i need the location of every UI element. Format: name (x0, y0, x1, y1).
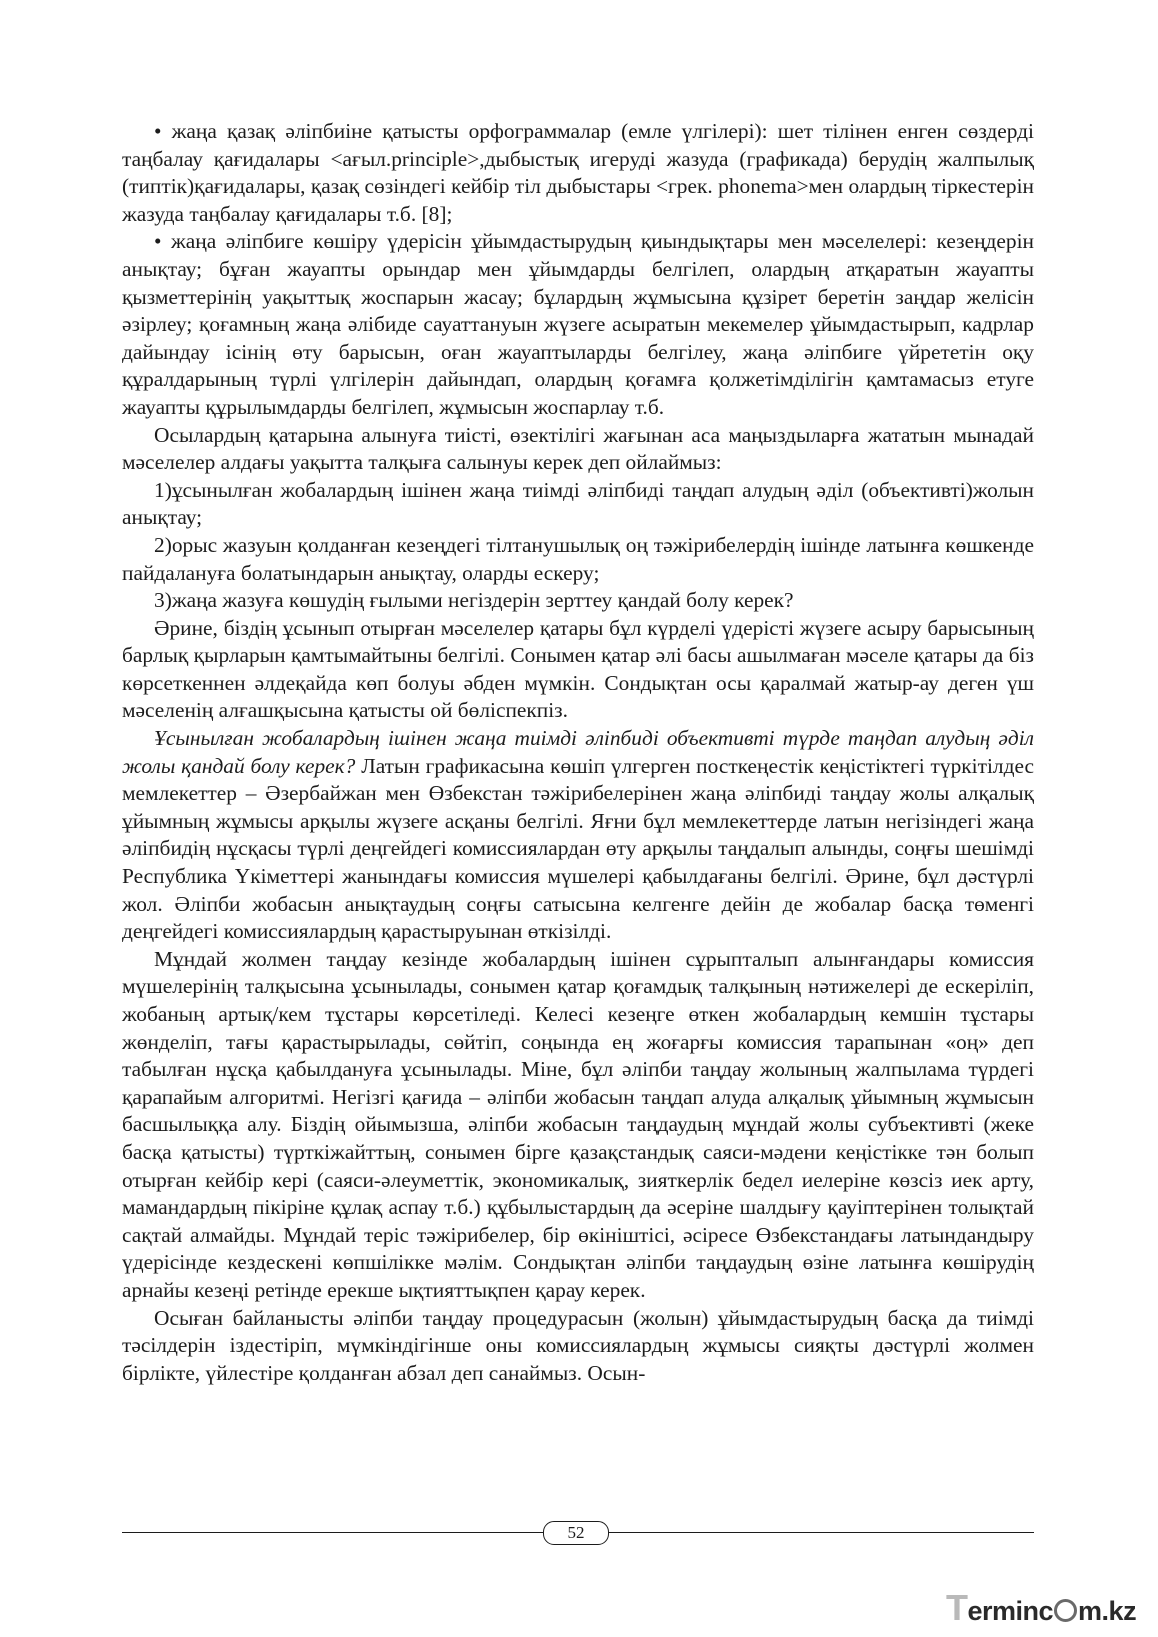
italic-question: Ұсынылған жобалардың ішінен жаңа тиімді әліпбиді объективті түрде таңдап алудың әділ жолы қандай болу керек? (122, 726, 1034, 778)
question-continuation: Латын графикасына көшіп үлгерген посткеңестік кеңістіктегі түркітілдес мемлекеттер – Әзербайжан мен Өзбекстан тәжірибелерінен жаңа әліпбиді таңдау жолы алқалық ұйымның жұмысы арқылы жүзеге асқаны белгілі. Яғни бұл мемлекеттерде латын негізіндегі жаңа әліпбидің нұсқасы түрлі деңгейдегі комиссиялардан өту арқылы таңдалып алынды, соңғы шешімді Республика Үкіметтері жанындағы комиссия мүшелері қабылдағаны белгілі. Әрине, бұл дәстүрлі жол. Әліпби жобасын анықтаудың соңғы сатысына келгенге дейін де жобалар басқа төменгі деңгейдегі комиссиялардың қарастыруынан өткізілді. (122, 753, 1034, 944)
paragraph-issues-intro: Осылардың қатарына алынуға тиісті, өзектілігі жағынан аса маңыздыларға жататын мынадай мәселелер алдағы уақытта талқыға салынуы керек деп ойлаймыз: (122, 422, 1034, 475)
watermark-text-1: erminc (967, 1596, 1054, 1626)
paragraph-orthogram: • жаңа қазақ әліпбиіне қатысты орфограммалар (емле үлгілері): шет тілінен енген сөздерді таңбалау қағидалары <ағыл.principle>,дыбыстық игеруді жазуда (графикада) берудің жалпылық (типтік)қағидалары, қазақ сөзіндегі кейбір тіл дыбыстары <грек. phonema>мен олардың тіркестерін жазуда таңбалау қағидалары т.б. [8]; (122, 119, 1034, 226)
termincom-watermark (946, 1587, 1146, 1628)
document-body (122, 118, 1034, 1387)
list-item-2: 2)орыс жазуын қолданған кезеңдегі тілтанушылық оң тәжірибелердің ішінде латынға көшкенде пайдалануға болатындарын анықтау, оларды ескеру; (122, 532, 1034, 585)
list-item-3: 3)жаңа жазуға көшудің ғылыми негіздерін зерттеу қандай болу керек? (154, 588, 794, 613)
paragraph-last: Осыған байланысты әліпби таңдау процедурасын (жолын) ұйымдастырудың басқа да тиімді тәсілдерін іздестіріп, мүмкіндігінше оны комиссиялардың жұмысы сияқты дәстүрлі жолмен бірлікте, үйлестіре қолданған абзал деп санаймыз. Осын- (122, 1305, 1034, 1385)
list-item-1: 1)ұсынылған жобалардың ішінен жаңа тиімді әліпбиді таңдап алудың әділ (объективті)жолын анықтау; (122, 477, 1034, 530)
watermark-text-2: m.kz (1078, 1596, 1137, 1626)
paragraph-question (122, 725, 1034, 946)
paragraph-of-course: Әрине, біздің ұсынып отырған мәселелер қатары бұл күрделі үдерісті жүзеге асыру барысының барлық қырларын қамтымайтыны белгілі. Сонымен қатар әлі басы ашылмаған мәселе қатары да біз көрсеткеннен әлдеқайда көп болуы әбден мүмкін. Сондықтан осы қаралмай жатыр-ау деген үш мәселенің алғашқысына қатысты ой бөліспекпіз. (122, 615, 1034, 723)
page-number: 52 (543, 1521, 609, 1545)
paragraph-selection-method: Мұндай жолмен таңдау кезінде жобалардың ішінен сұрыпталып алынғандары комиссия мүшелерінің талқысына ұсынылады, сонымен қатар қоғамдық талқының нәтижелері де ескеріліп, жобаның артық/кем тұстары көрсетіледі. Келесі кезеңге өткен жобалардың кемшін тұстары жөнделіп, тағы қарастырылады, сөйтіп, соңында ең жоғарғы комиссия тарапынан «оң» деп табылған нұсқа қабылдануға ұсынылады. Міне, бұл әліпби таңдау жолының жалпылама түрдегі қарапайым алгоритмі. Негізгі қағида – әліпби жобасын таңдап алуда алқалық ұйымның жұмысын басшылыққа алу. Біздің ойымызша, әліпби жобасын таңдаудың мұндай жолы субъективті (жеке басқа қатысты) түрткіжайттың, сонымен бірге қазақстандық саяси-мәдени кеңістікке тән болып отырған кейбір кері (саяси-әлеуметтік, экономикалық, зияткерлік бедел иелеріне көзсіз иек арту, мамандардың пікіріне құлақ аспау т.б.) құбылыстардың да әсеріне шалдығу қауіптерінен толықтай сақтай алмайды. Мұндай теріс тәжірибелер, бір өкініштісі, әсіресе Өзбекстандағы латындандыру үдерісінде кездескені көпшілікке мәлім. Сондықтан әліпби таңдаудың өзіне латынға көшірудің арнайы кезеңі ретінде ерекше ықтияттықпен қарау керек. (122, 946, 1034, 1302)
watermark-t-letter: T (946, 1587, 968, 1628)
watermark-o-icon (1054, 1599, 1077, 1622)
paragraph-transition-problems: • жаңа әліпбиге көшіру үдерісін ұйымдастырудың қиындықтары мен мәселелері: кезеңдерін анықтау; бұған жауапты орындар мен ұйымдарды белгілеп, олардың атқаратын жауапты қызметтерінің уақыттық жоспарын жасау; бұлардың жұмысына құзірет беретін заңдар желісін әзірлеу; қоғамның жаңа әлібиде сауаттануын жүзеге асыратын мекемелер ұйымдастырып, кадрлар дайындау ісінің өту барысын, оған жауаптыларды белгілеу, жаңа әліпбиге үйрететін оқу құралдарының түрлі үлгілерін дайындап, олардың қоғамға қолжетімділігін қамтамасыз етуге жауапты құрылымдарды белгілеп, жұмысын жоспарлау т.б. (122, 229, 1034, 419)
